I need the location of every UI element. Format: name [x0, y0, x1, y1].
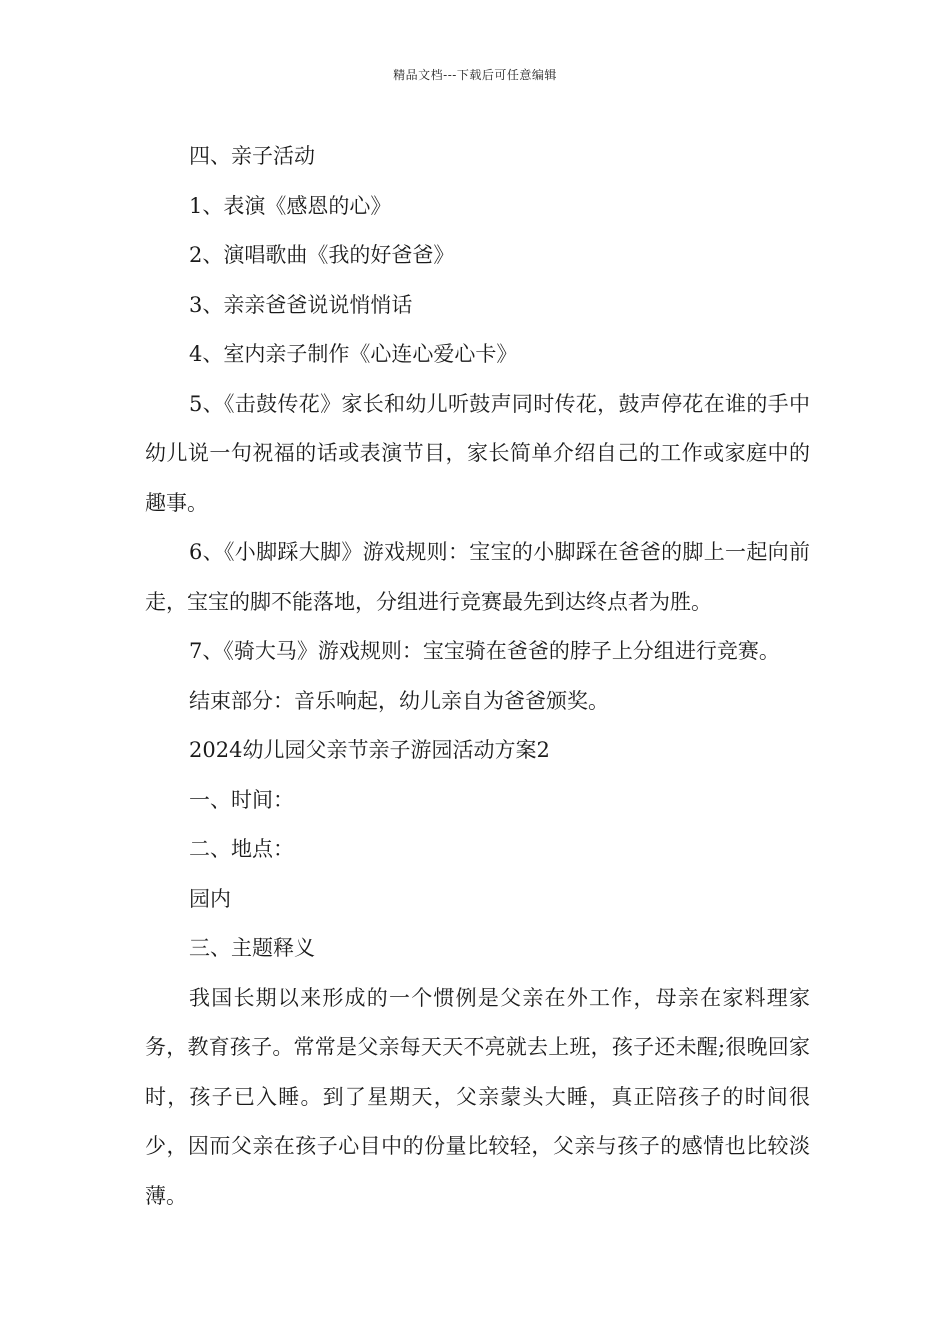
- section-heading-time: 一、时间：: [189, 787, 294, 812]
- list-item: 3、亲亲爸爸说说悄悄话: [189, 292, 413, 317]
- list-item: 4、室内亲子制作《心连心爱心卡》: [189, 342, 518, 366]
- place-value: 园内: [189, 886, 231, 911]
- document-body: [145, 132, 810, 1221]
- section-heading-activities: 四、亲子活动: [189, 144, 315, 168]
- theme-paragraph: 我国长期以来形成的一个惯例是父亲在外工作，母亲在家料理家务，教育孩子。常常是父亲每天天不亮就去上班，孩子还未醒;很晚回家时，孩子已入睡。到了星期天，父亲蒙头大睡，真正陪孩子的时间很少，因而父亲在孩子心目中的份量比较轻，父亲与孩子的感情也比较淡薄。: [145, 985, 810, 1208]
- plan-title: 2024幼儿园父亲节亲子游园活动方案2: [189, 738, 550, 762]
- list-item: 1、表演《感恩的心》: [189, 193, 392, 218]
- page-header: 精品文档---下载后可任意编辑: [393, 68, 557, 82]
- list-item-paragraph: 6、《小脚踩大脚》游戏规则：宝宝的小脚踩在爸爸的脚上一起向前走，宝宝的脚不能落地，分组进行竞赛最先到达终点者为胜。: [145, 540, 810, 614]
- list-item: 7、《骑大马》游戏规则：宝宝骑在爸爸的脖子上分组进行竞赛。: [189, 639, 780, 663]
- section-heading-place: 二、地点：: [189, 837, 294, 861]
- ending-text: 结束部分：音乐响起，幼儿亲自为爸爸颁奖。: [189, 688, 609, 713]
- list-item-paragraph: 5、《击鼓传花》家长和幼儿听鼓声同时传花，鼓声停花在谁的手中幼儿说一句祝福的话或表演节目，家长简单介绍自己的工作或家庭中的趣事。: [145, 391, 810, 515]
- list-item: 2、演唱歌曲《我的好爸爸》: [189, 243, 455, 267]
- section-heading-theme: 三、主题释义: [189, 936, 315, 960]
